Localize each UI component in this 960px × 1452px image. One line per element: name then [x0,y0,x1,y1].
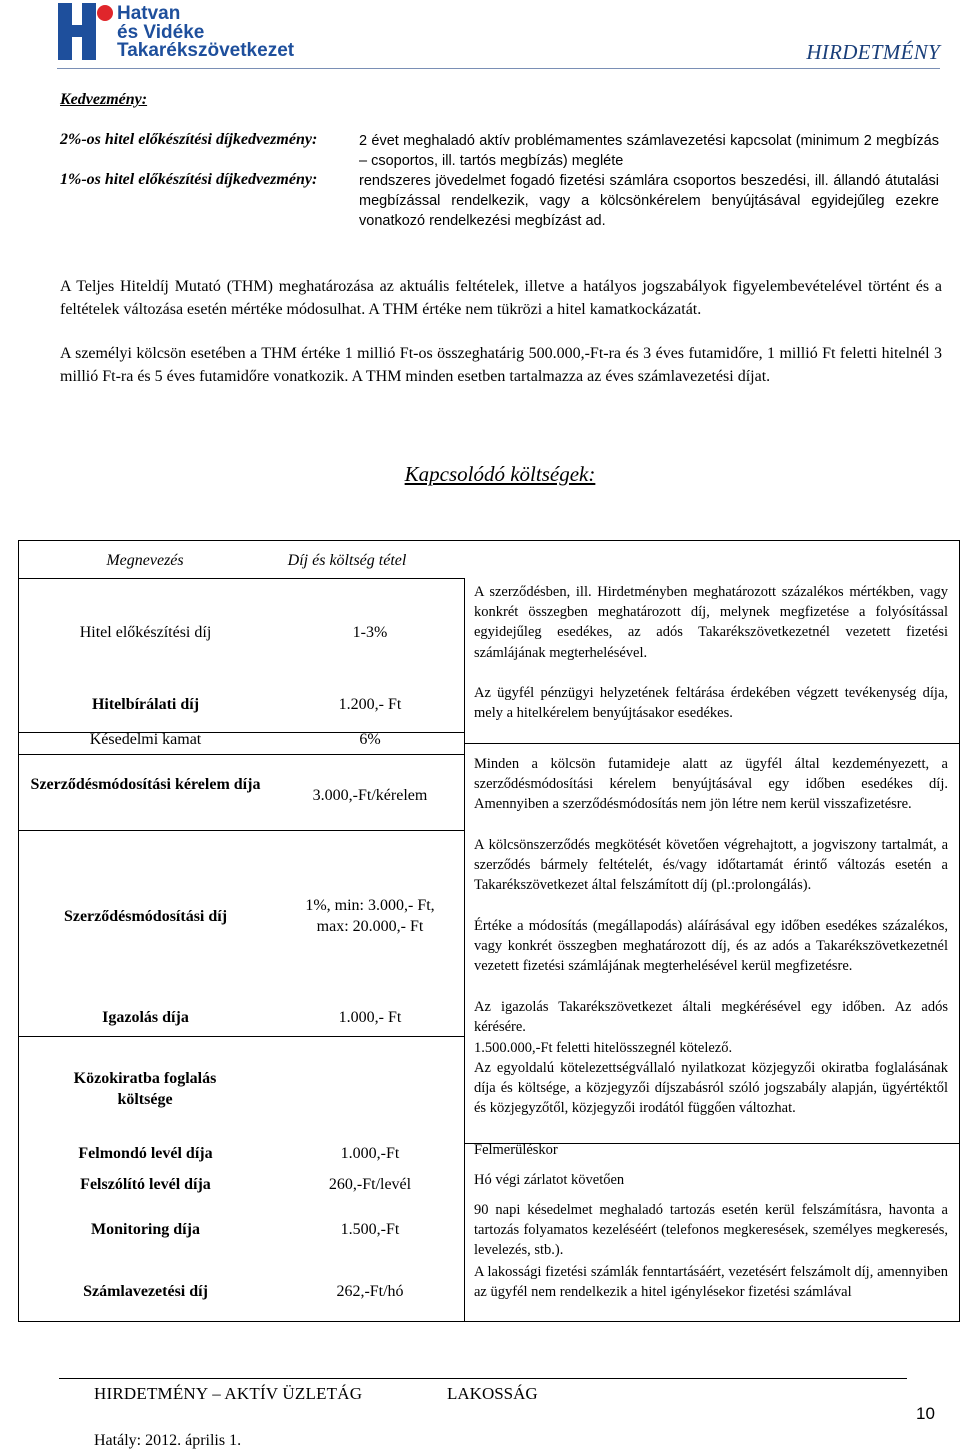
section-title: Kapcsolódó költségek: [404,462,596,486]
table-cell-description: A szerződésben, ill. Hirdetményben meghatározott százalékos mértékben, vagy konkrét összegben meghatározott díj, melynek megfizetése a folyósítással egyidejűleg esedékes, az adós Takarékszövetkezetnél vezetett fizetési számlájának megterhelésével. [474,584,948,661]
table-cell-description: 1.500.000,-Ft feletti hitelösszegnél kötelező. [474,1040,733,1056]
table-cell-name: Számlavezetési díj [83,1283,208,1300]
table-cell-fee: 260,-Ft/levél [328,1176,412,1193]
table-cell-description: Felmerüléskor [474,1142,558,1158]
table-cell-name: Késedelmi kamat [89,731,202,748]
column-header-name: Megnevezés [106,552,184,569]
logo-line-2: és Vidéke [117,22,205,43]
row-divider [465,743,960,744]
table-cell-fee: 262,-Ft/hó [336,1283,404,1300]
thm-paragraph: A Teljes Hiteldíj Mutató (THM) meghatározása az aktuális feltételek, illetve a hatályos jogszabályok figyelembevételével történt és a feltételek változása esetén mértéke módosulhat. A THM értéke nem tükrözi a hitel kamatkockázatát. [60,278,942,318]
logo-line-3: Takarékszövetkezet [117,40,295,61]
table-cell-fee: 1.500,-Ft [340,1221,400,1238]
table-cell-name: Felszólító levél díja [80,1176,211,1193]
logo-line-1: Hatvan [117,3,181,24]
table-cell-name: Közokiratba foglalás költsége [73,1070,217,1108]
table-cell-description: Az ügyfél pénzügyi helyzetének feltárása érdekében végzett tevékenység díja, mely a hitelkérelem benyújtásakor esedékes. [474,685,948,722]
discount-label: 2%-os hitel előkészítési díjkedvezmény: [60,131,318,148]
table-cell-name: Hitel előkészítési díj [79,624,212,641]
column-header-fee: Díj és költség tétel [287,552,407,569]
table-cell-fee: 6% [359,731,381,748]
table-cell-fee: 1.000,-Ft [340,1145,400,1162]
table-cell-description: 90 napi késedelmet meghaladó tartozás esetén kerül felszámításra, havonta a tartozás folyamatos kezeléséért (telefonos megkeresések, személyes megkeresés, levelezés, stb.). [474,1202,948,1259]
table-cell-name: Felmondó levél díja [78,1145,213,1162]
table-cell-description: Az igazolás Takarékszövetkezet általi megkérésével egy időben. Az adós kérésére. [474,999,948,1036]
table-cell-name: Monitoring díja [91,1221,200,1238]
table-cell-name: Hitelbírálati díj [91,696,200,713]
discount-text: rendszeres jövedelmet fogadó fizetési számlára csoportos beszedési, ill. állandó átutalási megbízással rendelkezik, vagy a kölcsönkérelem benyújtásával egyidejűleg ezekre vonatkozó rendelkezési megbízást ad. [359,173,939,229]
discount-label: 1%-os hitel előkészítési díjkedvezmény: [60,171,318,188]
table-cell-description: A lakossági fizetési számlák fenntartásáért, vezetésért felszámolt díj, amennyiben az ügyfél nem rendelkezik a hitel igénylésekor fizetési számlával [474,1264,948,1301]
table-cell-fee: 1%, min: 3.000,- Ft, max: 20.000,- Ft [305,897,435,935]
row-divider [18,1036,465,1037]
discount-text: 2 évet meghaladó aktív problémamentes számlavezetési kapcsolat (minimum 2 megbízás – csoportos, ill. tartós megbízás) megléte [359,133,939,169]
table-header-divider [18,578,465,579]
logo-icon [58,3,114,60]
row-divider [18,830,465,831]
footer-category: LAKOSSÁG [447,1384,538,1403]
discount-heading: Kedvezmény: [60,91,148,108]
header-title: HIRDETMÉNY [806,40,940,64]
footer-divider [59,1378,907,1379]
page-number: 10 [916,1404,935,1423]
table-cell-fee: 3.000,-Ft/kérelem [312,787,428,804]
table-cell-fee: 1.200,- Ft [338,696,402,713]
row-divider [18,754,465,755]
footer-effective-date: Hatály: 2012. április 1. [94,1432,242,1449]
table-column-divider [464,578,465,1322]
table-cell-description: Értéke a módosítás (megállapodás) aláírásával egy időben esedékes százalékos, vagy konkrét összegben meghatározott díj, és az adós a Takarékszövetkezetnél vezetett fizetési számlájának megterhelésével kerül megfizetésre. [474,918,948,975]
table-cell-name: Szerződésmódosítási díj [63,908,228,925]
table-cell-name: Szerződésmódosítási kérelem díja [30,776,261,793]
table-cell-description: Minden a kölcsön futamideje alatt az ügyfél által kezdeményezett, a szerződésmódosítási kérelem benyújtásával egy időben esedékes díj. Amennyiben a szerződésmódosítás nem jön létre nem kerül visszafizetésre. [474,756,948,813]
header-divider [57,68,940,69]
table-cell-description: Az egyoldalú kötelezettségvállaló nyilatkozat közjegyzői okiratba foglalásának díja és költsége, a közjegyzői díjszabásról szóló jogszabály alapján, ügyértéktől és közjegyzőtől, közjegyzői irodától függően változhat. [474,1060,948,1117]
thm-paragraph: A személyi kölcsön esetében a THM értéke 1 millió Ft-os összeghatárig 500.000,-Ft-ra és 3 éves futamidőre, 1 millió Ft feletti hitelnél 3 millió Ft-ra és 5 éves futamidőre vonatkozik. A THM minden esetben tartalmazza az éves számlavezetési díjat. [60,345,942,385]
table-cell-name: Igazolás díja [102,1009,189,1026]
footer-title: HIRDETMÉNY – AKTÍV ÜZLETÁG [94,1384,363,1403]
table-cell-description: A kölcsönszerződés megkötését követően végrehajtott, a jogviszony tartalmát, a szerződés bármely feltételét, és/vagy időtartamát érintő változás esetén a Takarékszövetkezet által felszámított díj (pl.:prolongálás). [474,837,948,894]
table-cell-fee: 1.000,- Ft [338,1009,402,1026]
table-cell-description: Hó végi zárlatot követően [474,1172,625,1188]
table-cell-fee: 1-3% [352,624,388,641]
